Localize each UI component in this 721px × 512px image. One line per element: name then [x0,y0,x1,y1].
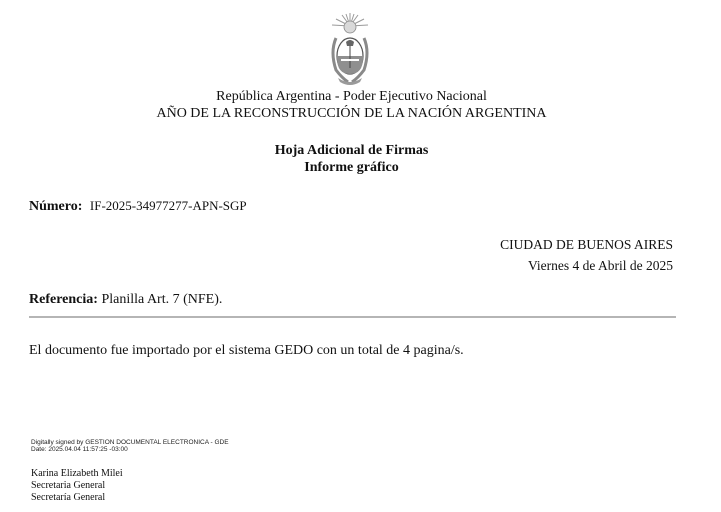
reference-value: Planilla Art. 7 (NFE). [101,292,223,307]
city: CIUDAD DE BUENOS AIRES [500,237,673,252]
document-number-value: IF-2025-34977277-APN-SGP [89,198,247,213]
digital-signature-by: Digitally signed by GESTION DOCUMENTAL ELECTRONICA - GDE [31,439,229,446]
reference-label: Referencia: [29,292,98,307]
document-subtitle: Informe gráfico [304,160,399,175]
signer-name: Karina Elizabeth Milei [31,468,123,479]
reference [29,292,222,308]
document-number-label: Número: [29,199,83,214]
signer-role: Secretaria General [31,480,106,491]
divider [29,316,676,318]
document-number [29,198,247,215]
body-text: El documento fue importado por el sistema GEDO con un total de 4 pagina/s. [29,343,464,358]
document-date: Viernes 4 de Abril de 2025 [527,258,673,273]
document-title: Hoja Adicional de Firmas [274,143,429,158]
digital-signature-date: Date: 2025.04.04 11:57:25 -03:00 [31,446,128,453]
signer-office: Secretaría General [31,492,106,503]
coat-of-arms-icon [326,12,374,88]
year-motto: AÑO DE LA RECONSTRUCCIÓN DE LA NACIÓN ARGENTINA [156,106,547,121]
government-header: República Argentina - Poder Ejecutivo Nacional [216,89,487,104]
